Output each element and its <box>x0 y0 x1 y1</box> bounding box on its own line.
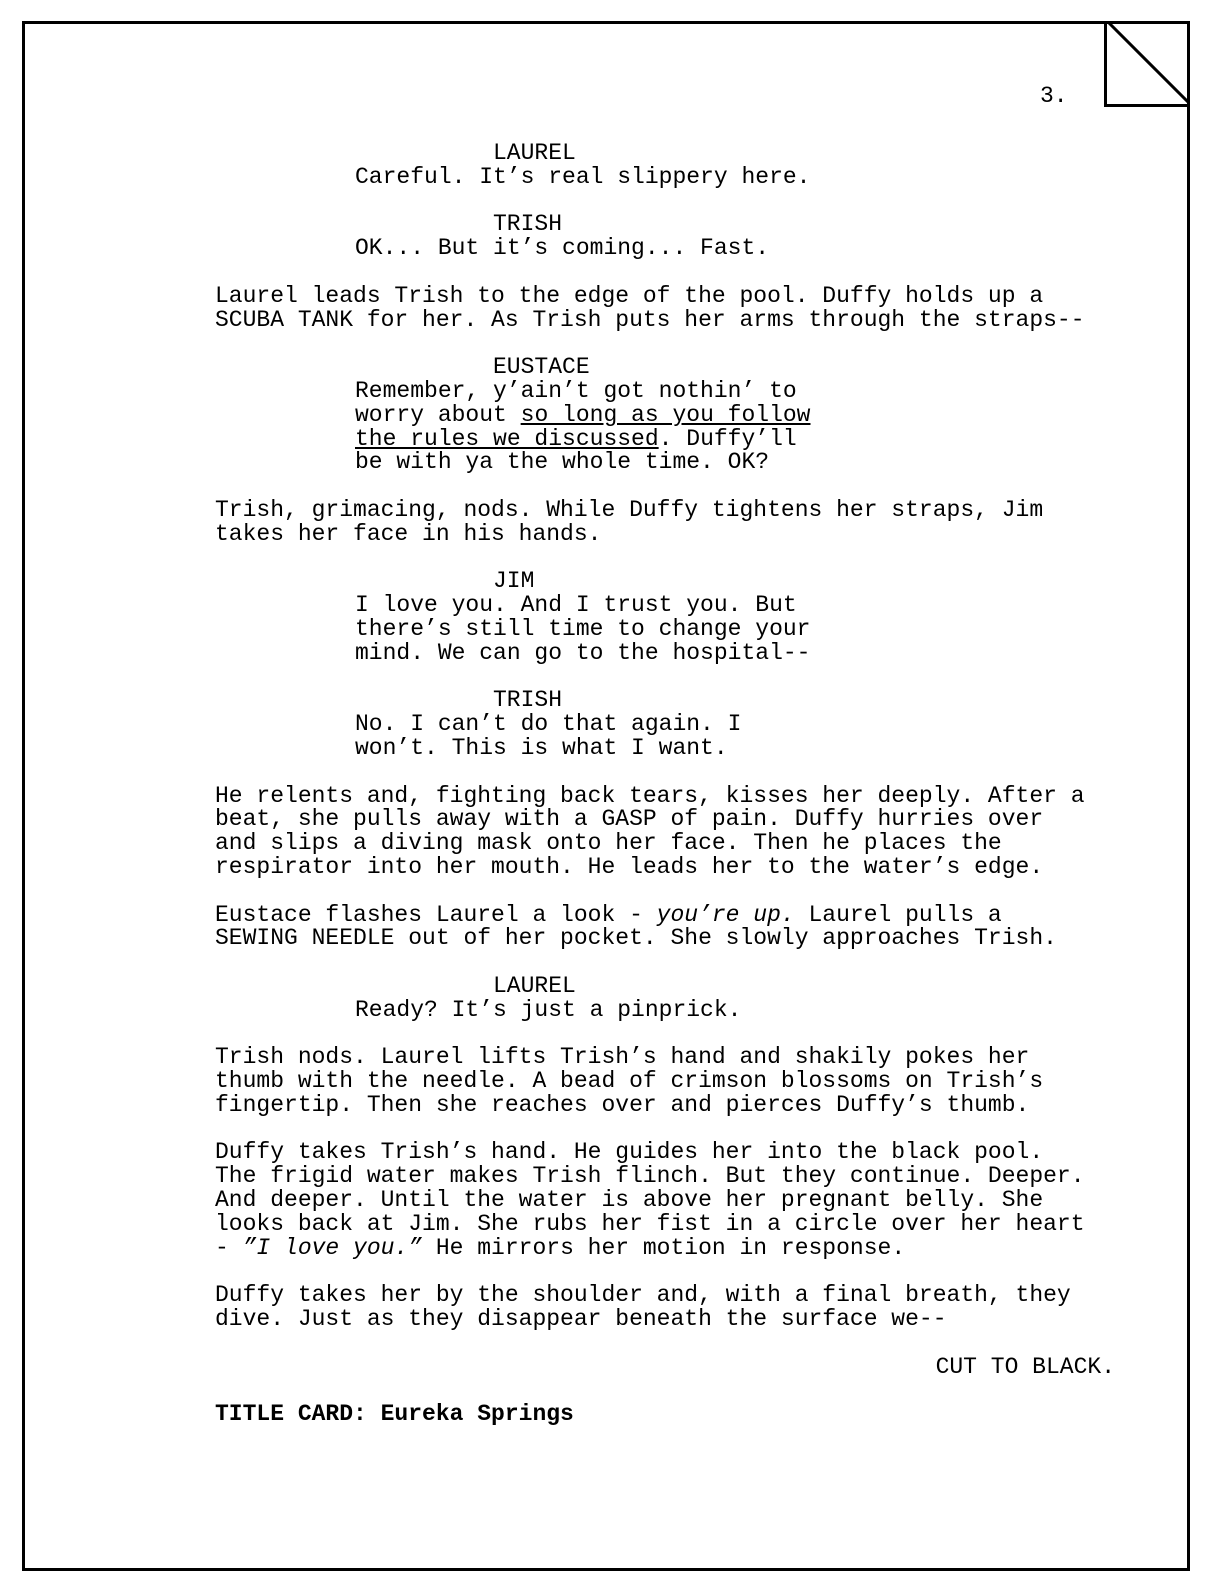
blank-line <box>215 475 1135 499</box>
text-segment: SEWING NEEDLE out of her pocket. She slowly approaches Trish. <box>215 925 1057 952</box>
dialogue-line <box>215 401 1135 428</box>
dialogue-line: there’s still time to change your <box>355 615 811 642</box>
italic-text: you’re up. <box>656 901 795 928</box>
action-line: and slips a diving mask onto her face. Then he places the <box>215 830 1002 857</box>
action-line <box>215 1141 1135 1165</box>
dialogue-line: Careful. It’s real slippery here. <box>355 163 811 190</box>
action-line <box>215 1165 1135 1189</box>
text-segment: Remember, y’ain’t got nothin’ to <box>355 377 797 404</box>
blank-line <box>215 1260 1135 1284</box>
screenplay-body <box>215 142 1135 1427</box>
blank-line <box>215 261 1135 285</box>
action-line <box>215 927 1135 951</box>
text-segment: The frigid water makes Trish flinch. But they continue. Deeper. <box>215 1163 1085 1190</box>
blank-line <box>215 1118 1135 1142</box>
action-line: Trish, grimacing, nods. While Duffy tightens her straps, Jim <box>215 496 1044 523</box>
blank-line <box>215 666 1135 690</box>
blank-line <box>215 190 1135 214</box>
character-name: JIM <box>493 568 535 595</box>
dialogue-line <box>215 425 1135 452</box>
text-segment: be with ya the whole time. OK? <box>355 449 770 476</box>
action-line: thumb with the needle. A bead of crimson blossoms on Trish’s <box>215 1068 1044 1095</box>
blank-line <box>215 547 1135 571</box>
action-line: takes her face in his hands. <box>215 520 602 547</box>
underlined-text: so long as you follow <box>520 401 811 428</box>
character-name: LAUREL <box>493 972 576 999</box>
text-segment: Laurel pulls a <box>794 901 1002 928</box>
blank-line <box>215 880 1135 904</box>
action-line <box>215 1234 1135 1261</box>
action-line: dive. Just as they disappear beneath the surface we-- <box>215 1306 947 1333</box>
corner-diagonal-icon <box>1104 21 1190 107</box>
text-segment: . Duffy’ll <box>658 425 797 452</box>
dialogue-line: mind. We can go to the hospital-- <box>355 639 811 666</box>
text-segment: Eustace flashes Laurel a look - <box>215 901 657 928</box>
action-line <box>215 901 1135 928</box>
text-segment: He mirrors her motion in response. <box>422 1234 906 1261</box>
character-name: TRISH <box>493 211 563 238</box>
text-segment: And deeper. Until the water is above her pregnant belly. She <box>215 1187 1044 1214</box>
blank-line <box>215 951 1135 975</box>
dialogue-line <box>215 451 1135 475</box>
action-line: respirator into her mouth. He leads her to the water’s edge. <box>215 853 1044 880</box>
text-segment: looks back at Jim. She rubs her fist in a circle over her heart <box>215 1210 1085 1237</box>
action-line: fingertip. Then she reaches over and pierces Duffy’s thumb. <box>215 1091 1030 1118</box>
character-name: LAUREL <box>493 140 576 166</box>
text-segment: Duffy takes Trish’s hand. He guides her into the black pool. <box>215 1139 1044 1166</box>
page-number: 3. <box>1040 83 1068 109</box>
text-segment: - <box>215 1234 243 1261</box>
action-line <box>215 1189 1135 1213</box>
blank-line <box>215 1022 1135 1046</box>
dialogue-line: Ready? It’s just a pinprick. <box>355 996 742 1023</box>
action-line: Laurel leads Trish to the edge of the pool. Duffy holds up a <box>215 282 1044 309</box>
transition: CUT TO BLACK. <box>935 1353 1115 1380</box>
blank-line <box>215 1332 1135 1356</box>
dialogue-line: No. I can’t do that again. I <box>355 711 742 738</box>
title-card: TITLE CARD: Eureka Springs <box>215 1401 574 1428</box>
character-name: TRISH <box>493 687 563 714</box>
text-segment: worry about <box>355 401 521 428</box>
dialogue-line: I love you. And I trust you. But <box>355 592 797 619</box>
action-line: He relents and, fighting back tears, kisses her deeply. After a <box>215 782 1085 809</box>
blank-line <box>215 1379 1135 1403</box>
page-corner-fold-icon <box>1104 21 1190 107</box>
dialogue-line: OK... But it’s coming... Fast. <box>355 235 770 262</box>
dialogue-line <box>215 377 1135 404</box>
dialogue-line: won’t. This is what I want. <box>355 734 728 761</box>
blank-line <box>215 332 1135 356</box>
action-line: Trish nods. Laurel lifts Trish’s hand and shakily pokes her <box>215 1044 1030 1071</box>
character-name: EUSTACE <box>493 354 590 381</box>
blank-line <box>215 761 1135 785</box>
italic-text: ”I love you.” <box>242 1234 423 1261</box>
action-line <box>215 1210 1135 1237</box>
action-line: SCUBA TANK for her. As Trish puts her arms through the straps-- <box>215 306 1085 333</box>
action-line: beat, she pulls away with a GASP of pain. Duffy hurries over <box>215 806 1044 833</box>
underlined-text: the rules we discussed <box>355 425 659 452</box>
action-line: Duffy takes her by the shoulder and, with a final breath, they <box>215 1282 1071 1309</box>
